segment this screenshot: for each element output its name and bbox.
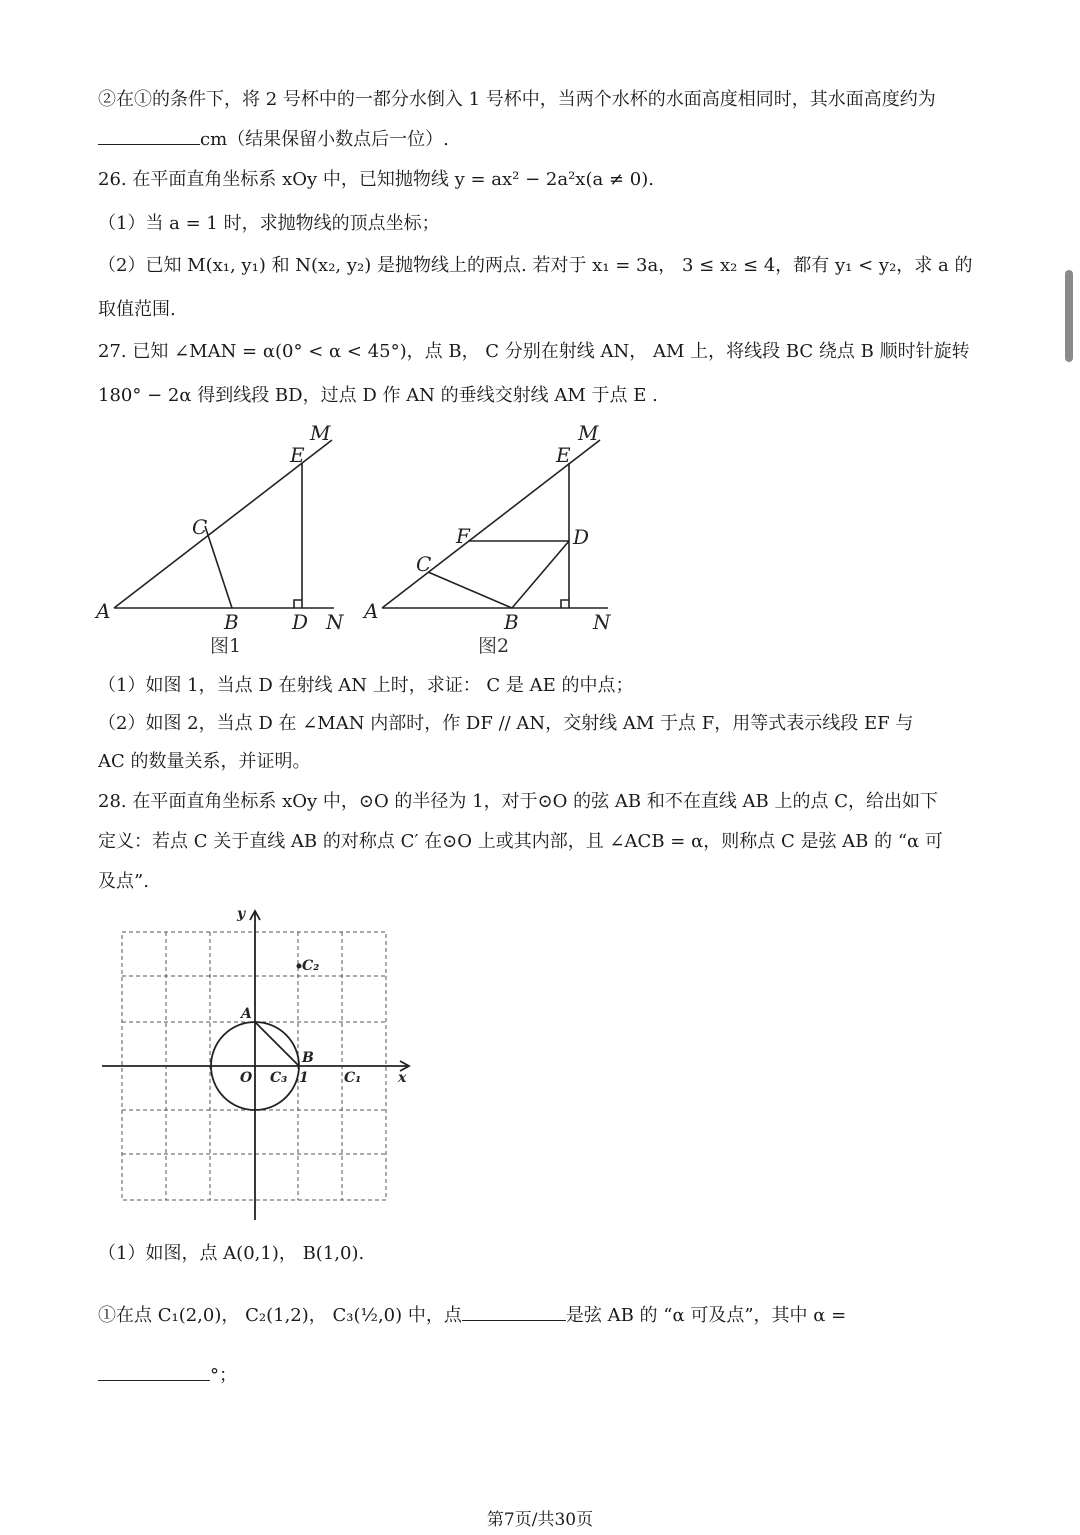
label-m: M — [578, 421, 599, 445]
label-o: O — [240, 1070, 253, 1086]
label-b: B — [224, 610, 239, 634]
segment-bc — [428, 572, 512, 608]
question-27-part2: （2）如图 2，当点 D 在 ∠MAN 内部时，作 DF // AN，交射线 AM 于点 F，用等式表示线段 EF 与 — [98, 713, 914, 734]
label-d: D — [292, 610, 309, 634]
text-line: 取值范围. — [98, 299, 176, 320]
label-c: C — [192, 515, 208, 539]
answer-blank[interactable] — [98, 1362, 210, 1381]
label-b: B — [504, 610, 519, 634]
text-span: ①在点 C₁(2,0)， C₂(1,2)， C₃(½,0) 中，点 — [98, 1305, 462, 1326]
question-26-part1: （1）当 a = 1 时，求抛物线的顶点坐标； — [98, 213, 440, 234]
figure-2 — [362, 418, 632, 658]
label-a: A — [96, 599, 111, 623]
segment-bd — [512, 541, 569, 608]
label-y: y — [237, 906, 246, 922]
question-27-title: 27. 已知 ∠MAN = α(0° < α < 45°)，点 B， C 分别在射线 AN， AM 上，将线段 BC 绕点 B 顺时针旋转 — [98, 341, 970, 362]
label-m: M — [310, 421, 331, 445]
right-angle-mark — [561, 600, 569, 608]
question-28-part1: （1）如图，点 A(0,1)， B(1,0). — [98, 1243, 365, 1264]
label-f: F — [456, 524, 470, 548]
scrollbar-thumb[interactable] — [1065, 270, 1073, 362]
figure-2-caption: 图2 — [478, 635, 510, 657]
label-a: A — [364, 599, 379, 623]
text-span: cm（结果保留小数点后一位）. — [200, 129, 449, 150]
question-27-part1: （1）如图 1，当点 D 在射线 AN 上时，求证： C 是 AE 的中点； — [98, 675, 634, 696]
text-line: 180° − 2α 得到线段 BD，过点 D 作 AN 的垂线交射线 AM 于点 E . — [98, 385, 658, 406]
text-line — [98, 126, 449, 152]
text-line — [98, 1362, 237, 1388]
label-c1: C₁ — [344, 1070, 362, 1086]
label-b: B — [302, 1050, 314, 1066]
figure-1-caption: 图1 — [210, 635, 242, 657]
question-28-part1a — [98, 1302, 846, 1328]
label-one: 1 — [299, 1070, 309, 1086]
segment-bc — [205, 526, 232, 608]
text-span: 是弦 AB 的 “α 可及点”，其中 α = — [565, 1305, 847, 1326]
question-28-definition: 定义：若点 C 关于直线 AB 的对称点 C′ 在⊙O 上或其内部，且 ∠ACB = α，则称点 C 是弦 AB 的 “α 可 — [98, 831, 943, 852]
label-n: N — [326, 610, 344, 634]
page-footer: 第7页/共30页 — [486, 1510, 594, 1530]
text-line: ②在①的条件下，将 2 号杯中的一都分水倒入 1 号杯中，当两个水杯的水面高度相同时，其水面高度约为 — [98, 89, 936, 110]
text-span: °； — [210, 1365, 237, 1386]
point-c2 — [297, 964, 302, 969]
label-a: A — [241, 1006, 252, 1022]
text-line: AC 的数量关系，并证明。 — [98, 751, 311, 772]
answer-blank[interactable] — [98, 126, 200, 145]
label-e: E — [290, 443, 305, 467]
label-c: C — [416, 552, 432, 576]
right-angle-mark — [294, 600, 302, 608]
text-line: 及点”. — [98, 871, 149, 892]
question-26-title: 26. 在平面直角坐标系 xOy 中，已知抛物线 y = ax² − 2a²x(a ≠ 0). — [98, 169, 654, 190]
answer-blank[interactable] — [462, 1302, 566, 1321]
figure-1 — [94, 418, 364, 658]
question-26-part2: （2）已知 M(x₁, y₁) 和 N(x₂, y₂) 是抛物线上的两点. 若对于 x₁ = 3a， 3 ≤ x₂ ≤ 4，都有 y₁ < y₂，求 a 的 — [98, 255, 973, 276]
label-c3: C₃ — [270, 1070, 288, 1086]
label-c2: C₂ — [302, 958, 320, 974]
label-e: E — [556, 443, 571, 467]
question-28-title: 28. 在平面直角坐标系 xOy 中，⊙O 的半径为 1，对于⊙O 的弦 AB 和不在直线 AB 上的点 C，给出如下 — [98, 791, 938, 812]
coordinate-grid-figure — [98, 902, 418, 1224]
label-d: D — [573, 525, 590, 549]
label-n: N — [593, 610, 611, 634]
label-x: x — [398, 1070, 407, 1086]
